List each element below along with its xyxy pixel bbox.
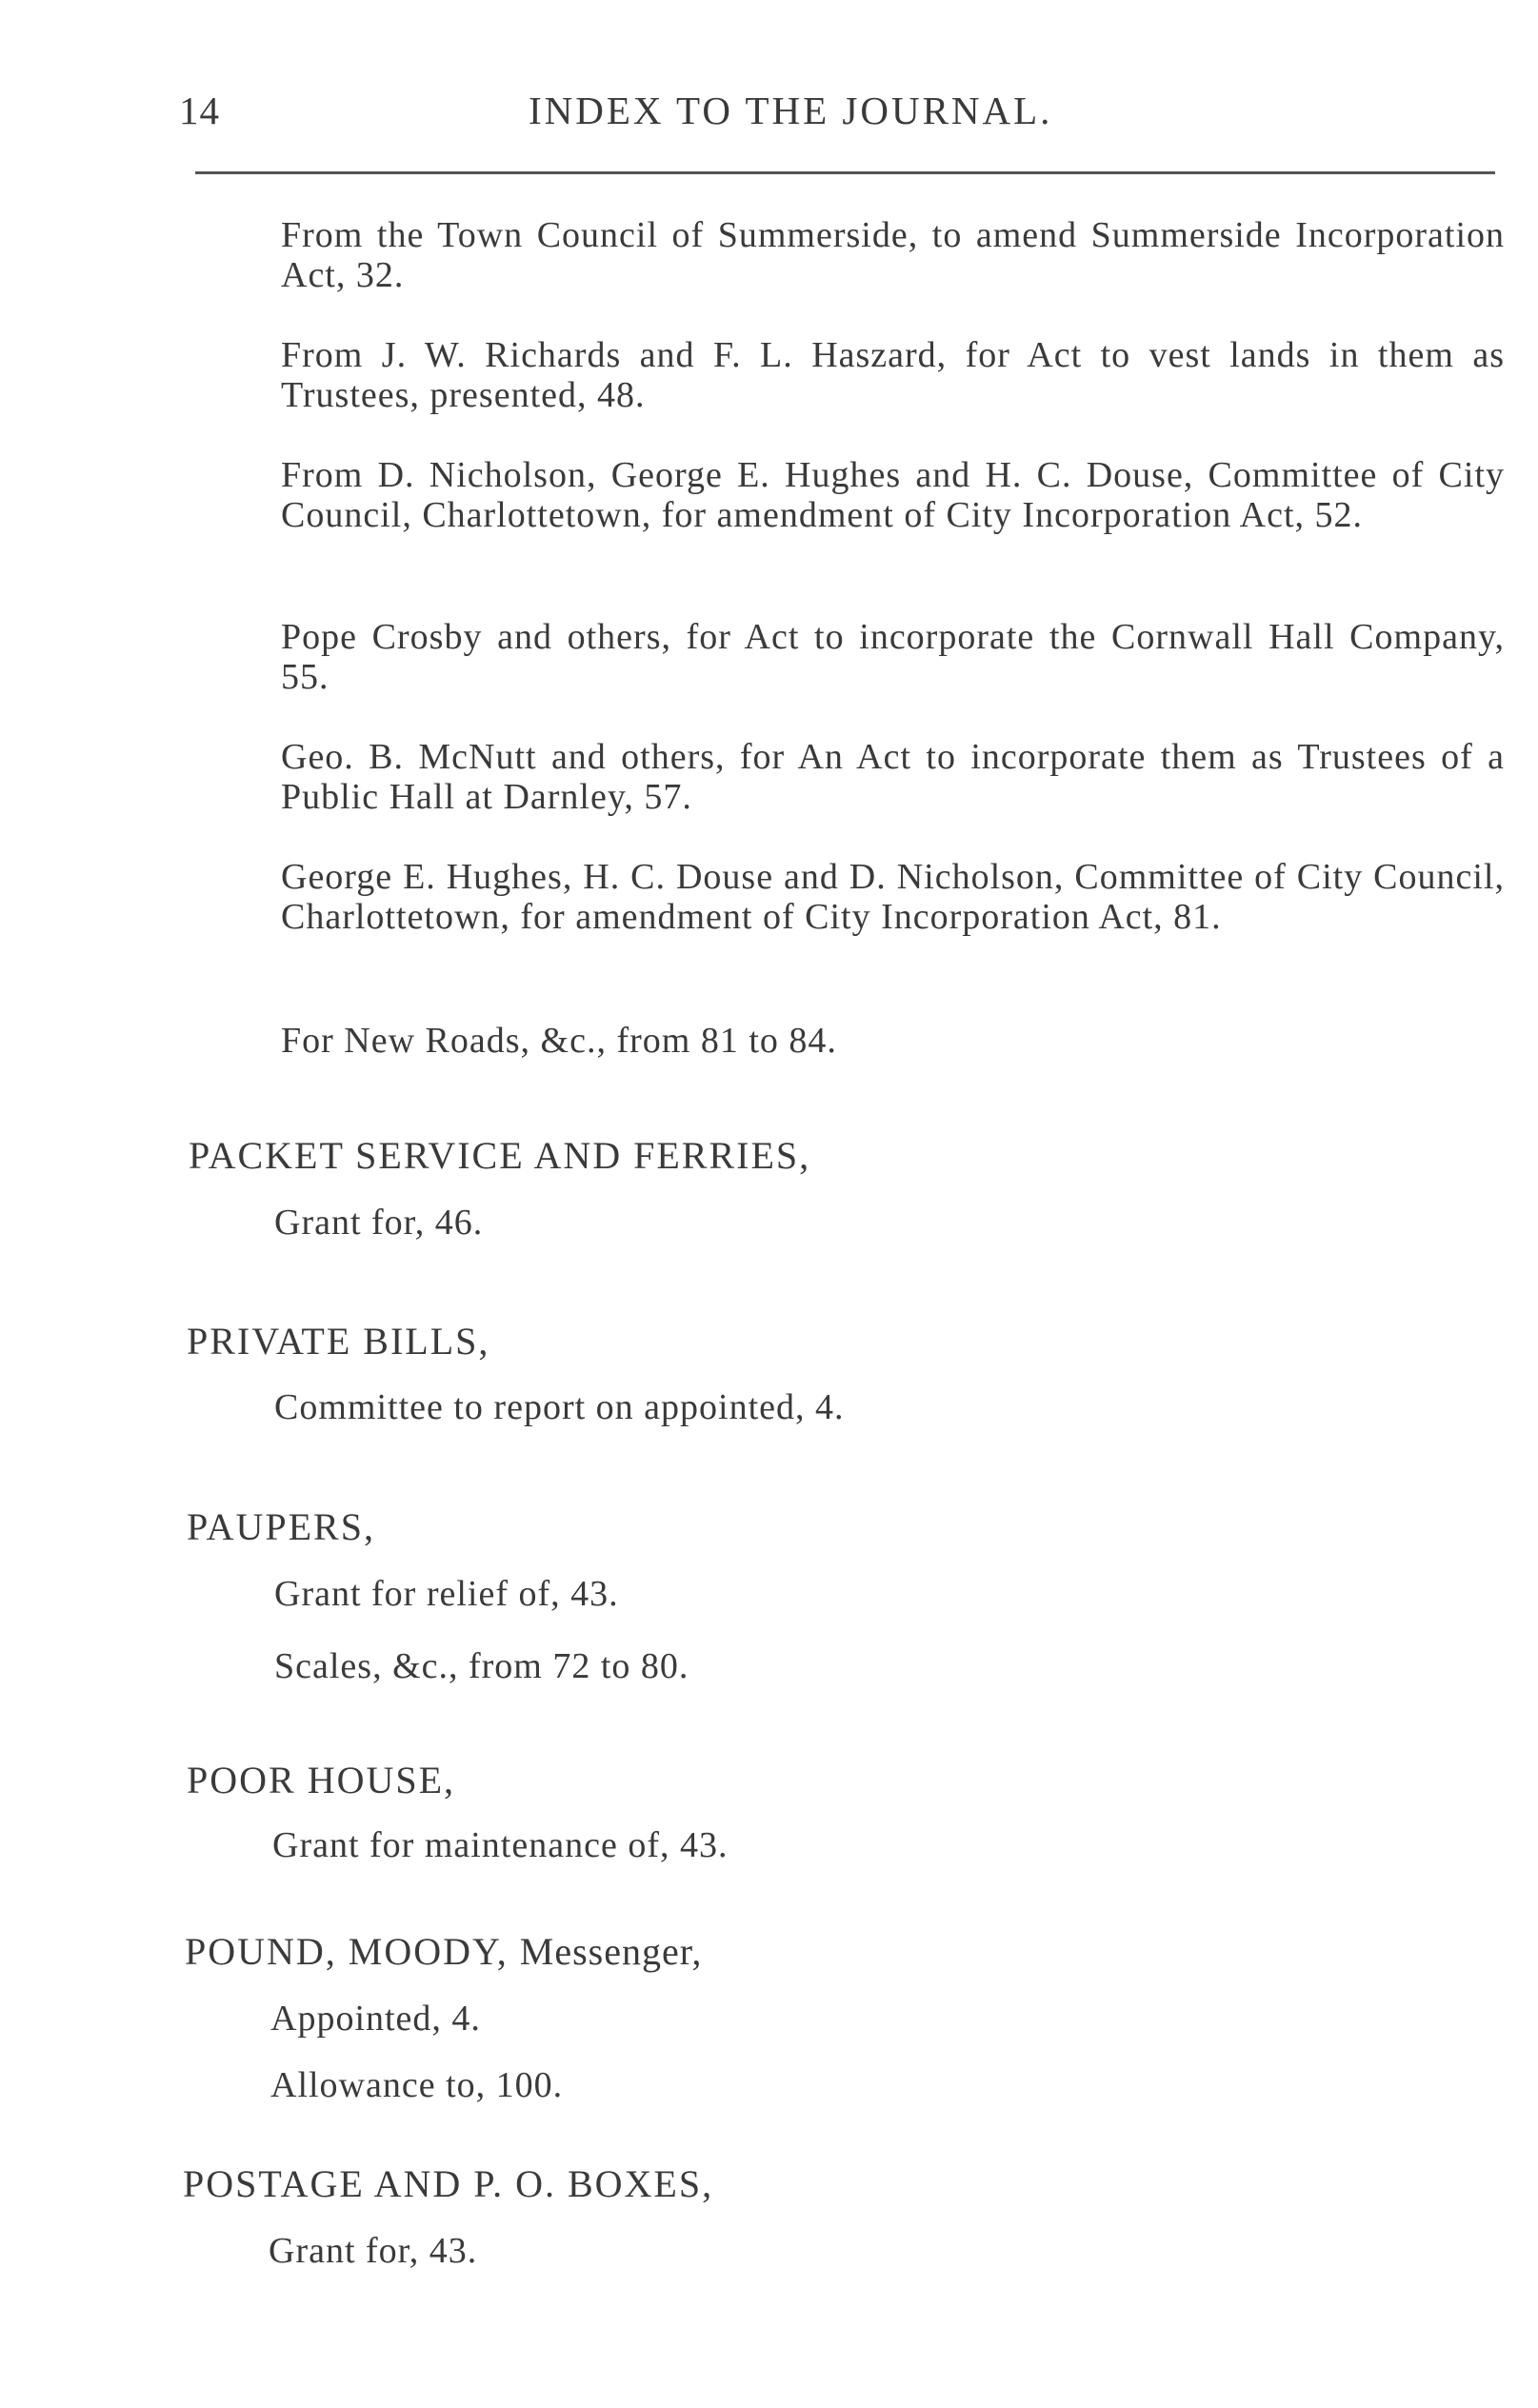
- entry-heading: POOR HOUSE,: [187, 1759, 456, 1801]
- petition-entry: For New Roads, &c., from 81 to 84.: [281, 1021, 837, 1061]
- entry-heading: POSTAGE AND P. O. BOXES,: [183, 2162, 714, 2205]
- header-rule: [195, 171, 1495, 174]
- entry-subitem: Grant for relief of, 43.: [274, 1574, 619, 1614]
- running-head: INDEX TO THE JOURNAL.: [529, 89, 1053, 132]
- entry-subitem: Scales, &c., from 72 to 80.: [274, 1646, 689, 1686]
- entry-subitem: Grant for, 46.: [274, 1203, 484, 1243]
- entry-heading-line: [185, 1929, 702, 1974]
- entry-subitem: Grant for, 43.: [269, 2231, 478, 2271]
- entry-heading: PAUPERS,: [187, 1505, 375, 1548]
- petition-entry: Pope Crosby and others, for Act to incorporate the Cornwall Hall Company, 55.: [281, 617, 1505, 697]
- petition-entry: George E. Hughes, H. C. Douse and D. Nicholson, Committee of City Council, Charlottetown, for amendment of City Incorporation Act, 81.: [281, 857, 1505, 937]
- petition-entry: From D. Nicholson, George E. Hughes and H. C. Douse, Committee of City Council, Charlottetown, for amendment of City Incorporation Act, 52.: [281, 455, 1505, 535]
- entry-subitem: Appointed, 4.: [270, 1999, 481, 2039]
- petition-entry: From the Town Council of Summerside, to amend Summerside Incorporation Act, 32.: [281, 215, 1505, 295]
- petition-entry: From J. W. Richards and F. L. Haszard, for Act to vest lands in them as Trustees, presented, 48.: [281, 335, 1505, 415]
- entry-subitem: Allowance to, 100.: [270, 2065, 564, 2105]
- entry-heading: POUND, MOODY,: [185, 1930, 509, 1973]
- entry-subitem: Grant for maintenance of, 43.: [272, 1825, 729, 1865]
- entry-heading: PACKET SERVICE AND FERRIES,: [189, 1134, 811, 1177]
- petition-entry: Geo. B. McNutt and others, for An Act to incorporate them as Trustees of a Public Hall at Darnley, 57.: [281, 737, 1505, 817]
- entry-subitem: Committee to report on appointed, 4.: [274, 1387, 845, 1427]
- entry-heading-suffix: Messenger,: [519, 1930, 703, 1973]
- entry-heading: PRIVATE BILLS,: [187, 1320, 490, 1363]
- page-number: 14: [179, 89, 220, 132]
